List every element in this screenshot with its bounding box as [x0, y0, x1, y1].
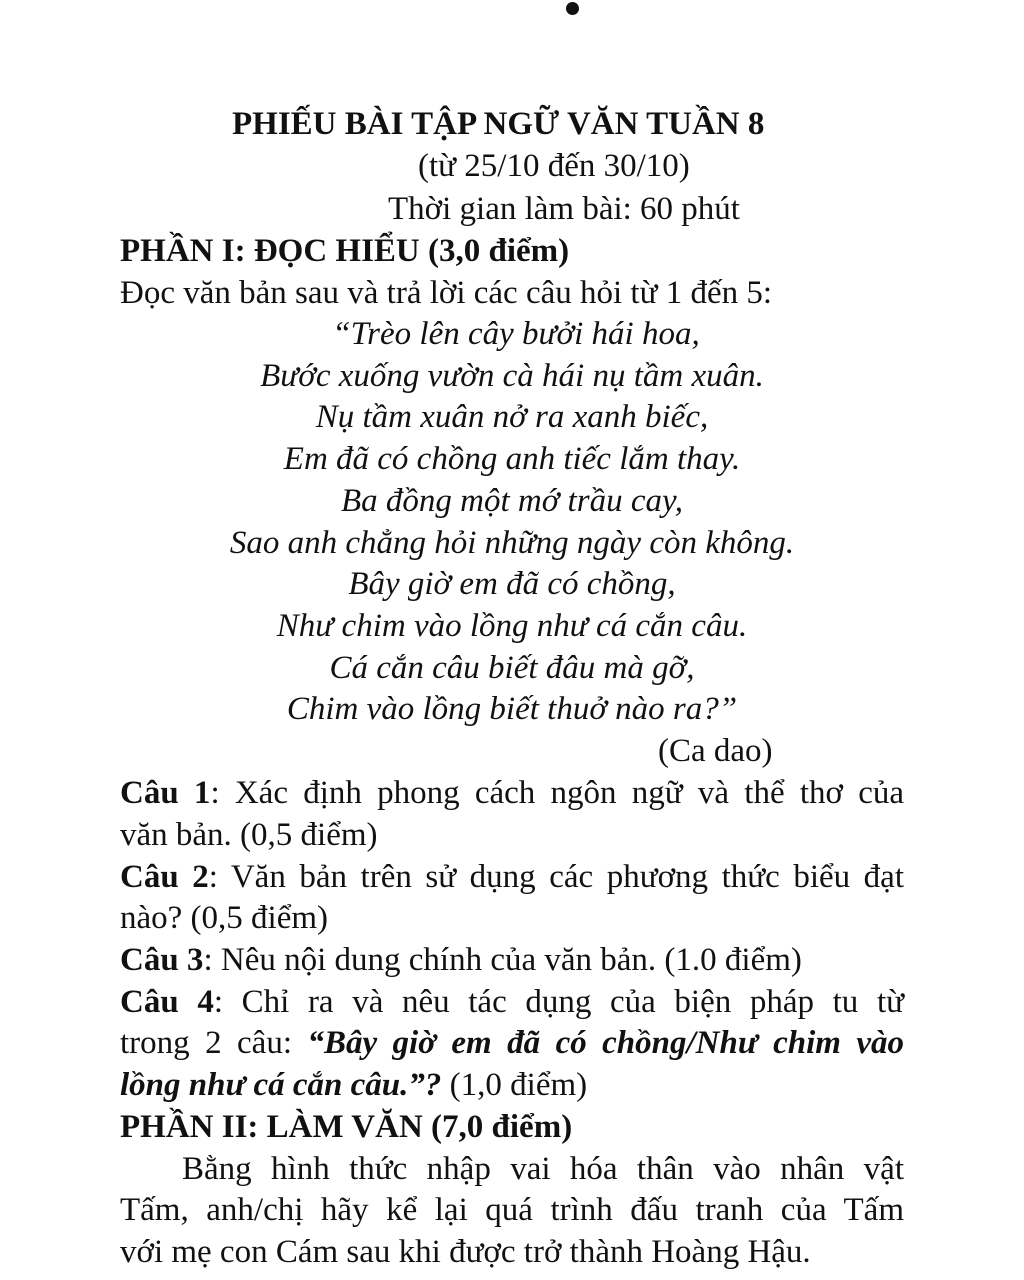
question-4-cont: trong 2 câu: “Bây giờ em đã có chồng/Như chim vào [120, 1025, 904, 1061]
question-label: Câu 2 [120, 859, 209, 895]
question-label: Câu 3 [120, 942, 204, 978]
date-range: (từ 25/10 đến 30/10) [418, 148, 690, 184]
poem-line: Bây giờ em đã có chồng, [348, 566, 676, 602]
poem-line: Như chim vào lồng như cá cắn câu. [276, 608, 748, 644]
poem-line: Chim vào lồng biết thuở nào ra?” [286, 691, 738, 727]
poem-line: Ba đồng một mớ trầu cay, [340, 483, 684, 519]
essay-prompt-line: Bằng hình thức nhập vai hóa thân vào nhân vật [182, 1151, 904, 1187]
part2-heading: PHẦN II: LÀM VĂN (7,0 điểm) [120, 1109, 573, 1145]
question-2-cont: nào? (0,5 điểm) [120, 900, 329, 936]
question-1: Câu 1: Xác định phong cách ngôn ngữ và thể thơ của [120, 775, 905, 811]
part1-heading: PHẦN I: ĐỌC HIỂU (3,0 điểm) [120, 233, 570, 269]
poem-line: Nụ tầm xuân nở ra xanh biếc, [315, 399, 709, 435]
poem-line: Em đã có chồng anh tiếc lắm thay. [283, 441, 741, 477]
poem-source: (Ca dao) [658, 733, 773, 769]
poem-line: Sao anh chẳng hỏi những ngày còn không. [229, 525, 795, 561]
essay-prompt-line: với mẹ con Cám sau khi được trở thành Hoàng Hậu. [120, 1234, 811, 1270]
question-label: Câu 1 [120, 775, 211, 811]
quoted-verse: “Bây giờ em đã có chồng/Như chim vào [307, 1025, 904, 1061]
page-marker-dot [566, 2, 579, 15]
duration: Thời gian làm bài: 60 phút [388, 191, 740, 227]
poem-line: Cá cắn câu biết đâu mà gỡ, [329, 650, 695, 686]
poem-line: Bước xuống vườn cà hái nụ tầm xuân. [260, 358, 764, 394]
poem-line: “Trèo lên cây bưởi hái hoa, [332, 316, 700, 352]
essay-prompt-line: Tấm, anh/chị hãy kể lại quá trình đấu tranh của Tấm [120, 1192, 904, 1228]
question-4-cont2: lồng như cá cắn câu.”? (1,0 điểm) [120, 1067, 588, 1103]
part1-instruction: Đọc văn bản sau và trả lời các câu hỏi từ 1 đến 5: [120, 275, 773, 311]
question-2: Câu 2: Văn bản trên sử dụng các phương thức biểu đạt [120, 859, 905, 895]
question-1-cont: văn bản. (0,5 điểm) [120, 817, 378, 853]
page-title: PHIẾU BÀI TẬP NGỮ VĂN TUẦN 8 [232, 106, 765, 142]
question-label: Câu 4 [120, 984, 214, 1020]
question-4: Câu 4: Chỉ ra và nêu tác dụng của biện pháp tu từ [120, 984, 904, 1020]
quoted-verse: lồng như cá cắn câu.”? [120, 1067, 442, 1103]
question-3: Câu 3: Nêu nội dung chính của văn bản. (1.0 điểm) [120, 942, 802, 978]
